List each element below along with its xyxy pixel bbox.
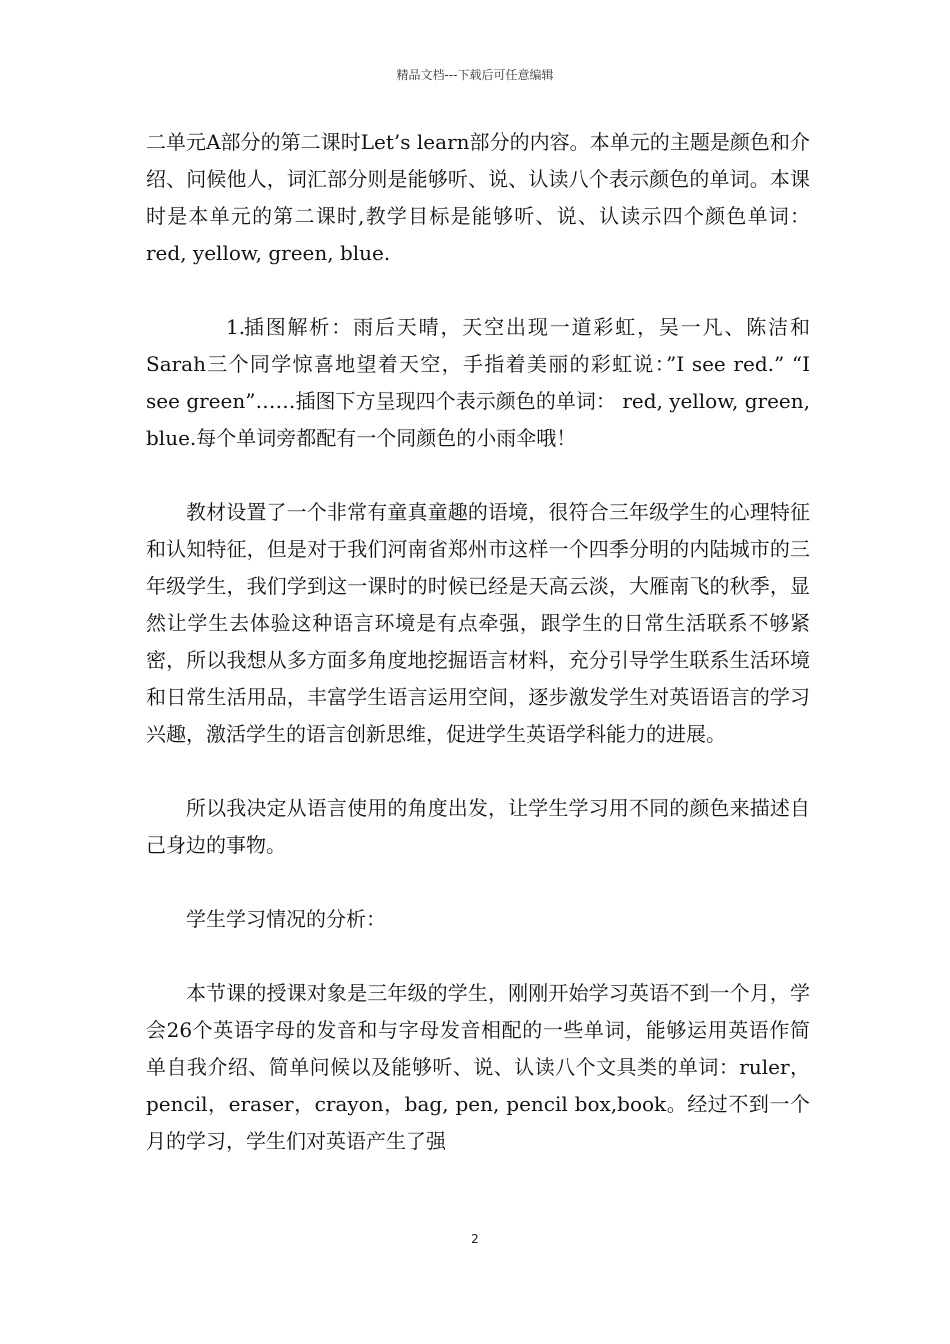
list-number: 1. [226, 315, 246, 339]
page-number: 2 [471, 1232, 479, 1246]
paragraph-decision: 所以我决定从语言使用的角度出发，让学生学习用不同的颜色来描述自己身边的事物。 [146, 796, 810, 857]
document-body [146, 124, 810, 1160]
paragraph-illustration-text: 插图解析：雨后天晴，天空出现一道彩虹，吴一凡、陈洁和Sarah三个同学惊喜地望着天空，手指着美丽的彩虹说：”I see red.” “I see green”……插图下方呈现四个表示颜色的单词： red, yellow, green, blue.每个单词旁都配有一个同颜色的小雨伞哦！ [146, 315, 810, 450]
page-header: 精品文档---下载后可任意编辑 [396, 68, 554, 82]
paragraph-unit-intro: 二单元A部分的第二课时Let’s learn部分的内容。本单元的主题是颜色和介绍、问候他人，词汇部分则是能够听、说、认读八个表示颜色的单词。本课时是本单元的第二课时,教学目标是能够听、说、认读示四个颜色单词：red, yellow, green, blue. [146, 130, 810, 265]
paragraph-student-analysis: 本节课的授课对象是三年级的学生，刚刚开始学习英语不到一个月，学会26个英语字母的发音和与字母发音相配的一些单词，能够运用英语作简单自我介绍、简单问候以及能够听、说、认读八个文具类的单词：ruler，pencil，eraser，crayon，bag, pen, pencil box,book。经过不到一个月的学习，学生们对英语产生了强 [146, 981, 810, 1153]
paragraph-textbook-context: 教材设置了一个非常有童真童趣的语境，很符合三年级学生的心理特征和认知特征，但是对于我们河南省郑州市这样一个四季分明的内陆城市的三年级学生，我们学到这一课时的时候已经是天高云淡，大雁南飞的秋季，显然让学生去体验这种语言环境是有点牵强，跟学生的日常生活联系不够紧密，所以我想从多方面多角度地挖掘语言材料，充分引导学生联系生活环境和日常生活用品，丰富学生语言运用空间，逐步激发学生对英语语言的学习兴趣，激活学生的语言创新思维，促进学生英语学科能力的进展。 [146, 500, 810, 746]
paragraph-illustration-analysis [146, 309, 810, 457]
section-heading-student-analysis: 学生学习情况的分析： [186, 907, 386, 931]
